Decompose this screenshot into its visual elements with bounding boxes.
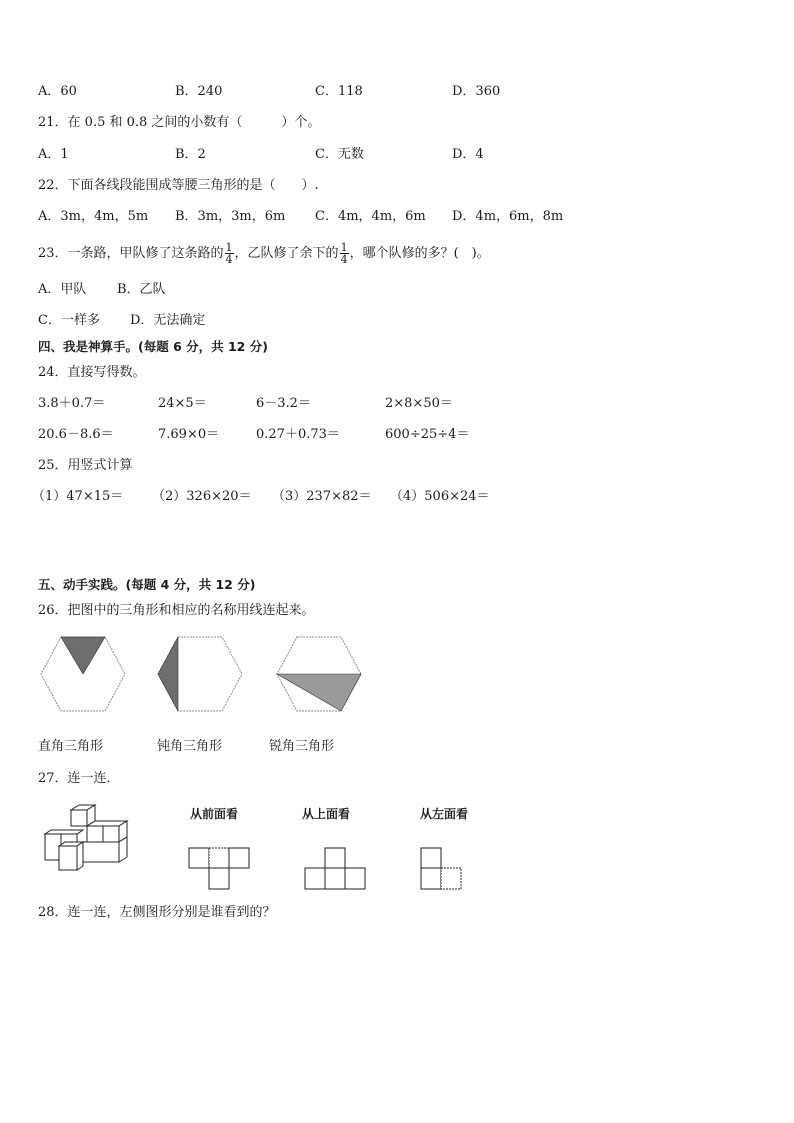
q23-stem-part1: 23．一条路，甲队修了这条路的: [38, 246, 224, 261]
q28-stem: 28．连一连，左侧图形分别是谁看到的？: [38, 905, 276, 920]
q20-option-a: A．60: [38, 84, 77, 99]
q23-stem-part3: ，哪个队修的多？( )。: [349, 246, 490, 261]
shaded-triangle: [61, 637, 105, 674]
q21-option-a: A．1: [38, 147, 69, 162]
q26-stem: 26．把图中的三角形和相应的名称用线连起来。: [38, 603, 315, 618]
q25-item-4: （4）506×24＝: [390, 489, 490, 504]
q23-option-b: B．乙队: [117, 282, 166, 297]
q21-stem: 21．在 0.5 和 0.8 之间的小数有（ ）个。: [38, 115, 321, 130]
q26-label-right-triangle: 直角三角形: [38, 739, 104, 754]
q23-option-d: D．无法确定: [130, 313, 206, 328]
section-4-title: 四、我是神算手。(每题 6 分，共 12 分): [38, 339, 268, 354]
q27-view-top-label: 从上面看: [302, 807, 351, 821]
q27-view-front-label: 从前面看: [190, 807, 239, 821]
q22-option-b: B．3m，3m，6m: [175, 209, 286, 224]
q23-fraction-1: [225, 242, 234, 265]
q23-fraction-2: [340, 242, 349, 265]
q27-stem: 27．连一连．: [38, 771, 120, 786]
q24-expr-2: 24×5＝: [158, 396, 207, 411]
q23-stem-part2: ，乙队修了余下的: [234, 246, 339, 261]
view-figure-left: [420, 847, 464, 891]
view-figure-front: [188, 847, 250, 891]
q20-option-d: D．360: [452, 84, 501, 99]
q23-frac1-num: 1: [225, 241, 233, 254]
q24-expr-5: 20.6－8.6＝: [38, 427, 114, 442]
shaded-triangle: [277, 674, 361, 711]
q24-expr-8: 600÷25÷4＝: [385, 427, 470, 442]
q25-item-3: （3）237×82＝: [272, 489, 372, 504]
q23-frac1-den: 4: [225, 253, 233, 266]
q20-option-b: B．240: [175, 84, 223, 99]
q24-expr-6: 7.69×0＝: [158, 427, 220, 442]
q22-option-a: A．3m，4m，5m: [38, 209, 149, 224]
q24-expr-4: 2×8×50＝: [385, 396, 453, 411]
q25-item-1: （1）47×15＝: [32, 489, 124, 504]
q27-view-left-label: 从左面看: [420, 807, 469, 821]
q23-frac2-num: 1: [340, 241, 348, 254]
q24-stem: 24．直接写得数。: [38, 365, 146, 380]
hexagon-figure-3: [276, 636, 362, 712]
q22-option-d: D．4m，6m，8m: [452, 209, 564, 224]
q25-stem: 25．用竖式计算: [38, 458, 133, 473]
section-5-title: 五、动手实践。(每题 4 分，共 12 分): [38, 577, 256, 592]
q24-expr-1: 3.8＋0.7＝: [38, 396, 106, 411]
q23-option-c: C．一样多: [38, 313, 100, 328]
hexagon-figure-2: [157, 636, 243, 712]
q22-stem: 22．下面各线段能围成等腰三角形的是（ ）.: [38, 178, 319, 193]
q23-option-a: A．甲队: [38, 282, 87, 297]
hexagon-figure-1: [40, 636, 126, 712]
q20-option-c: C．118: [315, 84, 363, 99]
q21-option-b: B．2: [175, 147, 206, 162]
q26-label-acute-triangle: 锐角三角形: [269, 739, 335, 754]
q22-option-c: C．4m，4m，6m: [315, 209, 426, 224]
q23-frac2-den: 4: [340, 253, 348, 266]
q25-item-2: （2）326×20＝: [152, 489, 252, 504]
q24-expr-7: 0.27＋0.73＝: [256, 427, 340, 442]
view-figure-top: [304, 847, 366, 891]
q21-option-d: D．4: [452, 147, 484, 162]
q21-option-c: C．无数: [315, 147, 364, 162]
q23-stem: [38, 242, 490, 266]
shaded-triangle: [158, 637, 178, 711]
q26-label-obtuse-triangle: 钝角三角形: [157, 739, 223, 754]
q24-expr-3: 6－3.2＝: [256, 396, 311, 411]
cube-solid-figure: [43, 804, 143, 876]
